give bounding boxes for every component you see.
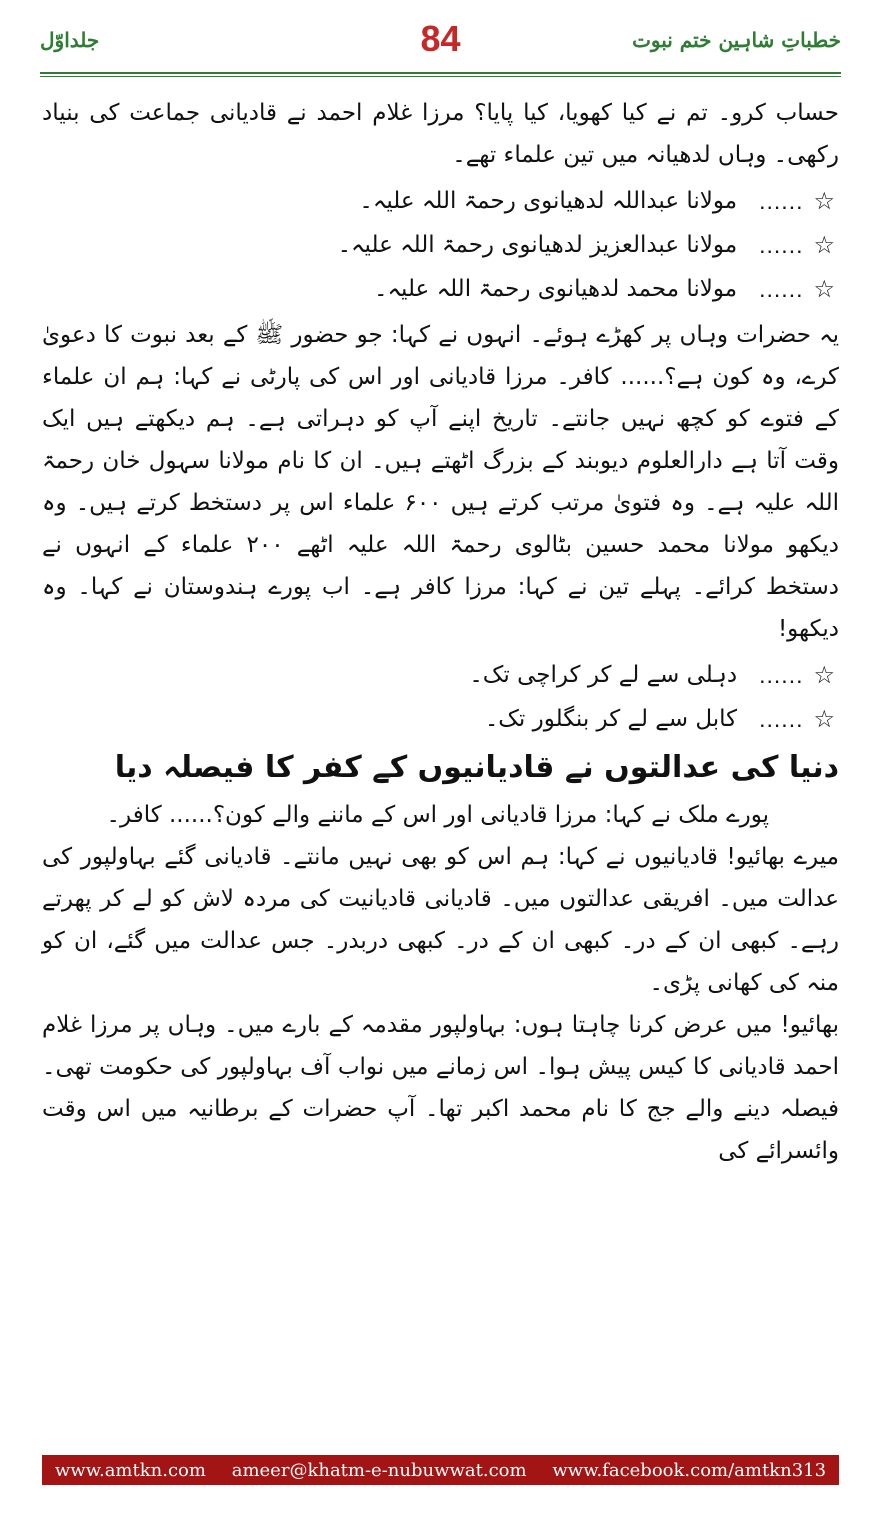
email-link[interactable]: ameer@khatm-e-nubuwwat.com bbox=[231, 1459, 527, 1481]
page-content bbox=[42, 92, 839, 1172]
website-link[interactable]: www.amtkn.com bbox=[54, 1459, 206, 1481]
header-divider bbox=[40, 72, 841, 74]
page-number: 84 bbox=[420, 18, 461, 59]
list-item-text: مولانا عبداللہ لدھیانوی رحمۃ اللہ علیہ۔ bbox=[359, 188, 738, 214]
star-icon: ☆ bbox=[813, 275, 835, 303]
list-item-text: مولانا عبدالعزیز لدھیانوی رحمۃ اللہ علیہ۔ bbox=[337, 232, 738, 258]
star-icon: ☆ bbox=[813, 705, 835, 733]
footer-bar bbox=[42, 1455, 839, 1485]
star-icon: ☆ bbox=[813, 661, 835, 689]
paragraph: میرے بھائیو! قادیانیوں نے کہا: ہم اس کو بھی نہیں مانتے۔ قادیانی گئے بہاولپور کی عدالت میں۔ افریقی عدالتوں میں۔ قادیانی قادیانیت کی مردہ لاش کو لے کر پھرتے رہے۔ کبھی ان کے در۔ کبھی ان کے در۔ کبھی دربدر۔ جس عدالت میں گئے، ان کو منہ کی کھانی پڑی۔ bbox=[42, 844, 839, 996]
list-item-text: مولانا محمد لدھیانوی رحمۃ اللہ علیہ۔ bbox=[374, 276, 738, 302]
paragraph: پورے ملک نے کہا: مرزا قادیانی اور اس کے ماننے والے کون؟...... کافر۔ bbox=[106, 802, 769, 828]
book-title: خطباتِ شاہین ختم نبوت bbox=[632, 28, 841, 52]
list-dots: ...... bbox=[759, 232, 804, 258]
section-heading: دنیا کی عدالتوں نے قادیانیوں کے کفر کا فیصلہ دیا bbox=[114, 750, 839, 785]
list-dots: ...... bbox=[759, 706, 804, 732]
list-dots: ...... bbox=[759, 188, 804, 214]
list-item-text: دہلی سے لے کر کراچی تک۔ bbox=[469, 662, 738, 688]
list-item bbox=[42, 226, 839, 264]
facebook-link[interactable]: www.facebook.com/amtkn313 bbox=[552, 1459, 827, 1481]
list-item bbox=[42, 656, 839, 694]
paragraph: حساب کرو۔ تم نے کیا کھویا، کیا پایا؟ مرزا غلام احمد نے قادیانی جماعت کی بنیاد رکھی۔ وہاں لدھیانہ میں تین علماء تھے۔ bbox=[42, 100, 839, 168]
star-icon: ☆ bbox=[813, 187, 835, 215]
paragraph: بھائیو! میں عرض کرنا چاہتا ہوں: بہاولپور مقدمہ کے بارے میں۔ وہاں پر مرزا غلام احمد قادیانی کا کیس پیش ہوا۔ اس زمانے میں نواب آف بہاولپور کی حکومت تھی۔ فیصلہ دینے والے جج کا نام محمد اکبر تھا۔ آپ حضرات کے برطانیہ میں اس وقت وائسرائے کی bbox=[42, 1012, 839, 1164]
paragraph: یہ حضرات وہاں پر کھڑے ہوئے۔ انہوں نے کہا: جو حضور ﷺ کے بعد نبوت کا دعویٰ کرے، وہ کون ہے؟...... کافر۔ مرزا قادیانی اور اس کی پارٹی نے کہا: ہم ان علماء کے فتوے کو کچھ نہیں جانتے۔ تاریخ اپنے آپ کو دہراتی ہے۔ ہم دیکھتے ہیں ایک وقت آتا ہے دارالعلوم دیوبند کے بزرگ اٹھتے ہیں۔ ان کا نام مولانا سہول خان رحمۃ اللہ علیہ ہے۔ وہ فتویٰ مرتب کرتے ہیں ۶۰۰ علماء اس پر دستخط کرتے ہیں۔ وہ دیکھو مولانا محمد حسین بٹالوی رحمۃ اللہ علیہ اٹھے ۲۰۰ علماء کے انہوں نے دستخط کرائے۔ پہلے تین نے کہا: مرزا کافر ہے۔ اب پورے ہندوستان نے کہا۔ وہ دیکھو! bbox=[42, 322, 840, 642]
list-dots: ...... bbox=[759, 662, 804, 688]
star-icon: ☆ bbox=[813, 231, 835, 259]
list-item bbox=[42, 182, 839, 220]
volume-label: جلداوّل bbox=[40, 28, 100, 52]
list-item bbox=[42, 270, 839, 308]
page-header bbox=[40, 18, 841, 66]
header-divider-thin bbox=[40, 76, 841, 77]
list-item bbox=[42, 700, 839, 738]
list-dots: ...... bbox=[759, 276, 804, 302]
list-item-text: کابل سے لے کر بنگلور تک۔ bbox=[484, 706, 738, 732]
